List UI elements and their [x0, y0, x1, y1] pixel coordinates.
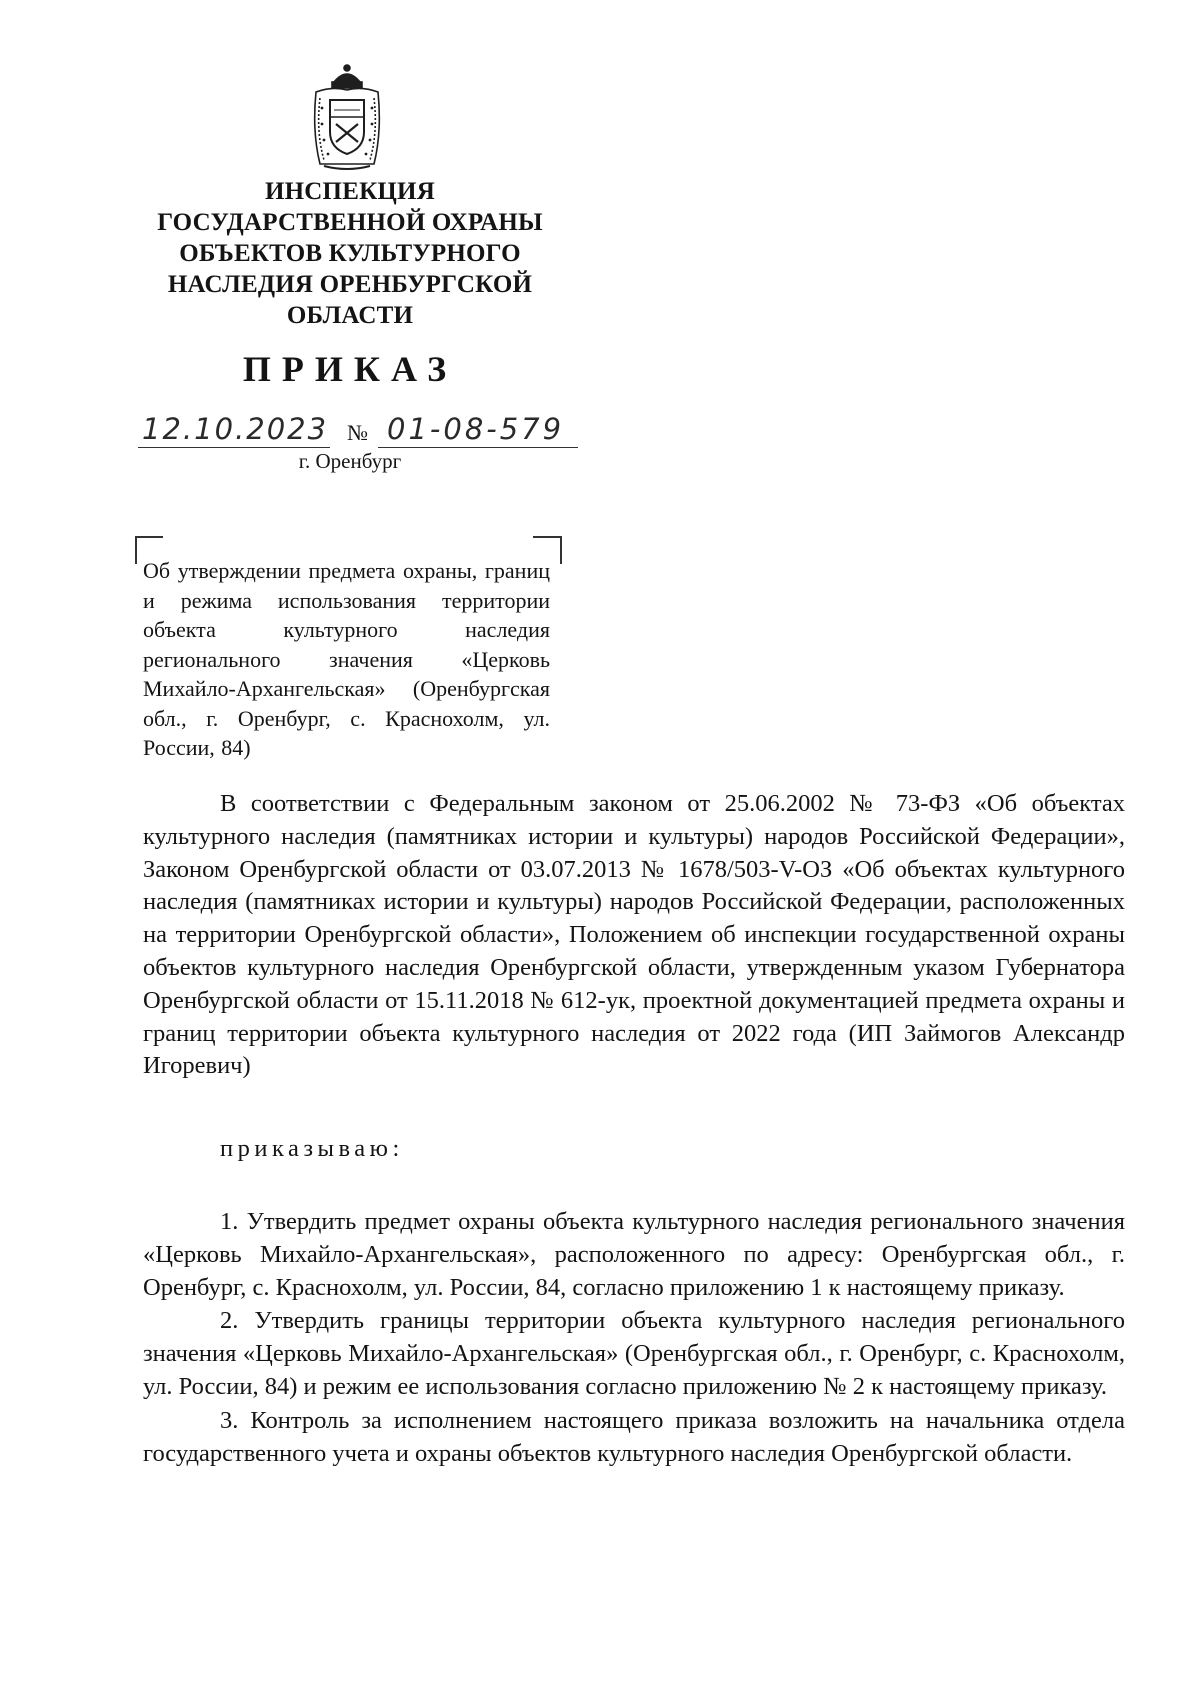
date-underline	[138, 447, 330, 448]
subject-bracket-right	[533, 536, 561, 538]
order-number: 01-08-579	[387, 412, 565, 446]
org-name-line: НАСЛЕДИЯ ОРЕНБУРГСКОЙ	[167, 271, 533, 298]
number-sign: №	[347, 420, 368, 445]
order-items	[143, 1206, 1125, 1471]
order-item: 1. Утвердить предмет охраны объекта культурного наследия регионального значения «Церковь Михайло-Архангельская», расположенного по адресу: Оренбургская обл., г. Оренбург, с. Краснохолм, ул. России, 84, согласно приложению 1 к настоящему приказу.	[143, 1208, 1125, 1301]
order-item: 3. Контроль за исполнением настоящего приказа возложить на начальника отдела государственного учета и охраны объектов культурного наследия Оренбургской области.	[143, 1406, 1125, 1467]
order-item: 2. Утвердить границы территории объекта культурного наследия регионального значения «Церковь Михайло-Архангельская» (Оренбургская обл., г. Оренбург, с. Краснохолм, ул. России, 84) и режим ее использования согласно приложению № 2 к настоящему приказу.	[143, 1307, 1125, 1400]
document-type-title: ПРИКАЗ	[242, 349, 458, 389]
coat-of-arms-emblem	[310, 62, 384, 172]
decree-word: приказываю:	[220, 1135, 404, 1162]
org-name-line: ОБЪЕКТОВ КУЛЬТУРНОГО	[179, 240, 521, 267]
org-name-line: ИНСПЕКЦИЯ	[265, 178, 435, 205]
subject-bracket-left	[135, 536, 137, 564]
org-name-line: ОБЛАСТИ	[286, 302, 414, 329]
org-name-line: ГОСУДАРСТВЕННОЙ ОХРАНЫ	[157, 209, 543, 236]
order-date: 12.10.2023	[142, 412, 329, 446]
preamble-paragraph: В соответствии с Федеральным законом от 25.06.2002 № 73-ФЗ «Об объектах культурного наследия (памятниках истории и культуры) народов Российской Федерации», Законом Оренбургской области от 03.07.2013 № 1678/503-V-ОЗ «Об объектах культурного наследия (памятниках истории и культуры) народов Российской Федерации, расположенных на территории Оренбургской области», Положением об инспекции государственной охраны объектов культурного наследия Оренбургской области, утвержденным указом Губернатора Оренбургской области от 15.11.2018 № 612-ук, проектной документацией предмета охраны и границ территории объекта культурного наследия от 2022 года (ИП Займогов Александр Игоревич)	[143, 790, 1125, 1080]
subject-bracket-right	[560, 536, 562, 564]
order-subject: Об утверждении предмета охраны, границ и режима использования территории объекта культурного наследия регионального значения «Церковь Михайло-Архангельская» (Оренбургская обл., г. Оренбург, с. Краснохолм, ул. России, 84)	[143, 558, 550, 760]
date-number-line	[142, 412, 582, 452]
preamble-section	[143, 788, 1125, 1083]
organization-name	[130, 176, 570, 331]
city-label: г. Оренбург	[298, 449, 402, 473]
number-underline	[378, 447, 578, 448]
subject-bracket-left	[135, 536, 163, 538]
